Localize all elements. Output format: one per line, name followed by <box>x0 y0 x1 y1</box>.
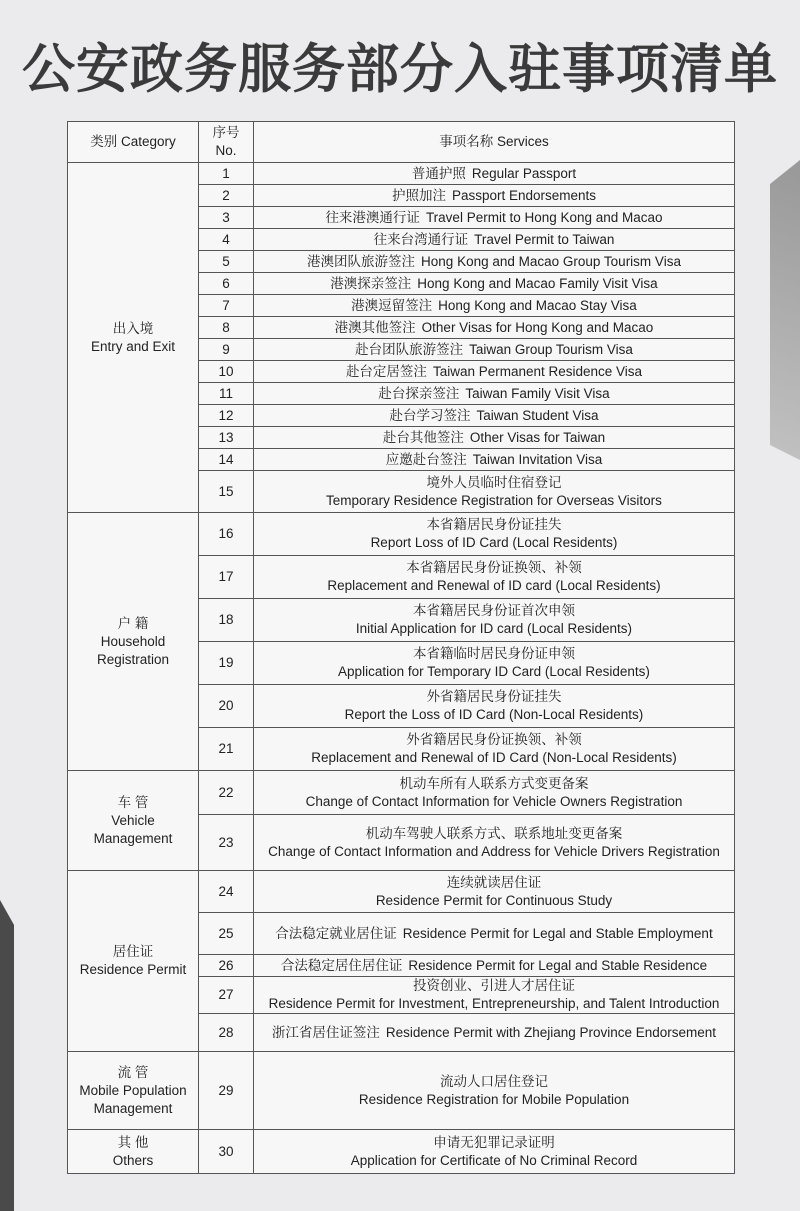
service-name-zh: 本省籍临时居民身份证申领 <box>413 646 575 661</box>
header-category: 类别 Category <box>68 122 199 163</box>
service-name-en: Residence Permit for Legal and Stable Residence <box>408 957 708 973</box>
category-cell <box>68 1130 199 1174</box>
item-number: 1 <box>199 163 254 185</box>
item-number: 16 <box>199 513 254 556</box>
item-number: 4 <box>199 229 254 251</box>
header-number-en: No. <box>215 143 237 158</box>
table-row <box>68 163 735 185</box>
service-cell <box>254 449 735 471</box>
service-name-en: Travel Permit to Hong Kong and Macao <box>425 209 663 225</box>
service-cell <box>254 207 735 229</box>
service-name-en: Residence Permit for Legal and Stable Employment <box>402 925 713 941</box>
service-name-zh: 投资创业、引进人才居住证 <box>413 978 575 993</box>
service-cell <box>254 471 735 513</box>
category-cell <box>68 1052 199 1130</box>
service-cell <box>254 955 735 977</box>
service-name-zh: 港澳其他签注 <box>334 319 416 335</box>
header-number-zh: 序号 <box>212 125 240 140</box>
table-row <box>68 771 735 815</box>
item-number: 26 <box>199 955 254 977</box>
category-name-en: Mobile Population Management <box>79 1082 187 1116</box>
service-name-en: Taiwan Family Visit Visa <box>465 385 610 401</box>
service-cell <box>254 556 735 599</box>
service-name-en: Travel Permit to Taiwan <box>474 231 615 247</box>
service-name-en: Other Visas for Hong Kong and Macao <box>421 319 654 335</box>
service-name-en: Initial Application for ID card (Local Residents) <box>355 621 633 636</box>
item-number: 12 <box>199 405 254 427</box>
service-cell <box>254 427 735 449</box>
service-name-en: Hong Kong and Macao Family Visit Visa <box>417 275 658 291</box>
service-name-zh: 应邀赴台签注 <box>385 451 467 467</box>
table-body <box>68 163 735 1174</box>
service-name-en: Taiwan Student Visa <box>476 407 599 423</box>
item-number: 5 <box>199 251 254 273</box>
decorative-stripe-left <box>0 900 14 1211</box>
table-row <box>68 513 735 556</box>
category-name-en: Vehicle Management <box>93 812 173 846</box>
service-name-en: Hong Kong and Macao Stay Visa <box>438 297 637 313</box>
service-name-en: Regular Passport <box>471 165 577 181</box>
item-number: 17 <box>199 556 254 599</box>
services-table <box>67 121 735 1174</box>
service-cell <box>254 317 735 339</box>
service-name-zh: 赴台其他签注 <box>382 429 464 445</box>
service-cell <box>254 771 735 815</box>
category-name-zh: 居住证 <box>112 944 154 959</box>
service-name-zh: 本省籍居民身份证首次申领 <box>413 603 575 618</box>
category-name-en: Household Registration <box>96 633 170 667</box>
item-number: 3 <box>199 207 254 229</box>
category-name-zh: 出入境 <box>112 320 154 336</box>
service-name-zh: 本省籍居民身份证换领、补领 <box>406 560 582 575</box>
service-cell <box>254 642 735 685</box>
service-name-zh: 境外人员临时住宿登记 <box>426 474 562 490</box>
page-title: 公安政务服务部分入驻事项清单 <box>22 40 778 99</box>
service-name-zh: 机动车驾驶人联系方式、联系地址变更备案 <box>365 825 623 841</box>
header-services: 事项名称 Services <box>254 122 735 163</box>
category-name-zh: 流 管 <box>117 1064 149 1080</box>
service-name-en: Change of Contact Information and Address for Vehicle Drivers Registration <box>268 843 720 859</box>
category-cell <box>68 513 199 771</box>
service-name-en: Report the Loss of ID Card (Non-Local Residents) <box>344 707 644 722</box>
service-name-zh: 港澳逗留签注 <box>351 297 433 313</box>
service-name-zh: 港澳团队旅游签注 <box>307 253 416 269</box>
item-number: 18 <box>199 599 254 642</box>
item-number: 13 <box>199 427 254 449</box>
service-name-en: Residence Permit for Investment, Entrepreneurship, and Talent Introduction <box>268 996 720 1011</box>
service-cell <box>254 1052 735 1130</box>
service-cell <box>254 977 735 1014</box>
service-name-en: Taiwan Invitation Visa <box>472 451 603 467</box>
service-name-zh: 外省籍居民身份证换领、补领 <box>406 732 582 747</box>
item-number: 11 <box>199 383 254 405</box>
header-number <box>199 122 254 163</box>
service-cell <box>254 1130 735 1174</box>
item-number: 15 <box>199 471 254 513</box>
item-number: 28 <box>199 1014 254 1052</box>
item-number: 10 <box>199 361 254 383</box>
table-header-row <box>68 122 735 163</box>
service-name-en: Hong Kong and Macao Group Tourism Visa <box>421 253 681 269</box>
item-number: 24 <box>199 871 254 913</box>
service-name-en: Replacement and Renewal of ID Card (Non-Local Residents) <box>311 750 677 765</box>
service-cell <box>254 273 735 295</box>
service-name-en: Passport Endorsements <box>451 187 597 203</box>
service-name-en: Taiwan Permanent Residence Visa <box>432 363 643 379</box>
service-name-en: Other Visas for Taiwan <box>469 429 606 445</box>
category-name-en: Entry and Exit <box>90 338 176 354</box>
service-name-zh: 普通护照 <box>411 165 466 181</box>
table-row <box>68 1130 735 1174</box>
service-cell <box>254 383 735 405</box>
service-name-zh: 往来台湾通行证 <box>373 231 469 247</box>
service-name-en: Replacement and Renewal of ID card (Local Residents) <box>327 578 661 593</box>
item-number: 30 <box>199 1130 254 1174</box>
service-cell <box>254 405 735 427</box>
service-name-en: Residence Registration for Mobile Population <box>358 1091 630 1107</box>
service-cell <box>254 513 735 556</box>
service-cell <box>254 339 735 361</box>
category-name-en: Residence Permit <box>79 962 187 977</box>
service-name-zh: 流动人口居住登记 <box>440 1073 548 1089</box>
category-name-zh: 户 籍 <box>117 615 149 631</box>
service-cell <box>254 251 735 273</box>
service-cell <box>254 1014 735 1052</box>
service-name-en: Residence Permit with Zhejiang Province Endorsement <box>385 1024 717 1040</box>
service-name-zh: 本省籍居民身份证挂失 <box>426 517 562 532</box>
item-number: 19 <box>199 642 254 685</box>
service-cell <box>254 728 735 771</box>
table-row <box>68 871 735 913</box>
decorative-stripe-right <box>770 160 800 460</box>
service-name-zh: 合法稳定就业居住证 <box>275 925 397 941</box>
category-name-zh: 车 管 <box>117 794 149 810</box>
service-name-zh: 护照加注 <box>391 187 446 203</box>
item-number: 6 <box>199 273 254 295</box>
service-cell <box>254 871 735 913</box>
service-name-en: Change of Contact Information for Vehicle Owners Registration <box>305 793 683 809</box>
service-name-zh: 赴台探亲签注 <box>378 385 460 401</box>
item-number: 7 <box>199 295 254 317</box>
item-number: 9 <box>199 339 254 361</box>
service-name-zh: 浙江省居住证签注 <box>271 1024 380 1040</box>
service-cell <box>254 185 735 207</box>
item-number: 29 <box>199 1052 254 1130</box>
service-name-zh: 合法稳定居住居住证 <box>280 957 403 973</box>
table-row <box>68 1052 735 1130</box>
item-number: 22 <box>199 771 254 815</box>
service-name-zh: 连续就读居住证 <box>446 874 542 890</box>
service-name-zh: 赴台团队旅游签注 <box>355 341 464 357</box>
item-number: 27 <box>199 977 254 1014</box>
service-cell <box>254 685 735 728</box>
item-number: 8 <box>199 317 254 339</box>
service-name-zh: 赴台定居签注 <box>345 363 427 379</box>
category-cell <box>68 871 199 1052</box>
category-cell <box>68 163 199 513</box>
service-name-zh: 申请无犯罪记录证明 <box>433 1134 555 1150</box>
service-cell <box>254 229 735 251</box>
service-name-zh: 港澳探亲签注 <box>330 275 412 291</box>
category-cell <box>68 771 199 871</box>
service-name-en: Application for Temporary ID Card (Local Residents) <box>338 664 650 679</box>
service-cell <box>254 295 735 317</box>
item-number: 23 <box>199 815 254 871</box>
service-cell <box>254 361 735 383</box>
service-cell <box>254 815 735 871</box>
service-name-zh: 外省籍居民身份证挂失 <box>426 689 562 704</box>
category-name-zh: 其 他 <box>117 1134 149 1150</box>
service-cell <box>254 913 735 955</box>
service-name-en: Residence Permit for Continuous Study <box>375 892 613 908</box>
item-number: 25 <box>199 913 254 955</box>
service-cell <box>254 163 735 185</box>
service-name-zh: 机动车所有人联系方式变更备案 <box>399 775 589 791</box>
service-cell <box>254 599 735 642</box>
item-number: 21 <box>199 728 254 771</box>
service-name-zh: 赴台学习签注 <box>389 407 471 423</box>
service-name-en: Report Loss of ID Card (Local Residents) <box>370 535 618 550</box>
item-number: 14 <box>199 449 254 471</box>
service-name-en: Temporary Residence Registration for Overseas Visitors <box>326 492 662 508</box>
item-number: 20 <box>199 685 254 728</box>
service-name-en: Application for Certificate of No Criminal Record <box>350 1152 638 1168</box>
category-name-en: Others <box>112 1152 154 1168</box>
item-number: 2 <box>199 185 254 207</box>
service-name-en: Taiwan Group Tourism Visa <box>469 341 633 357</box>
service-name-zh: 往来港澳通行证 <box>325 209 420 225</box>
